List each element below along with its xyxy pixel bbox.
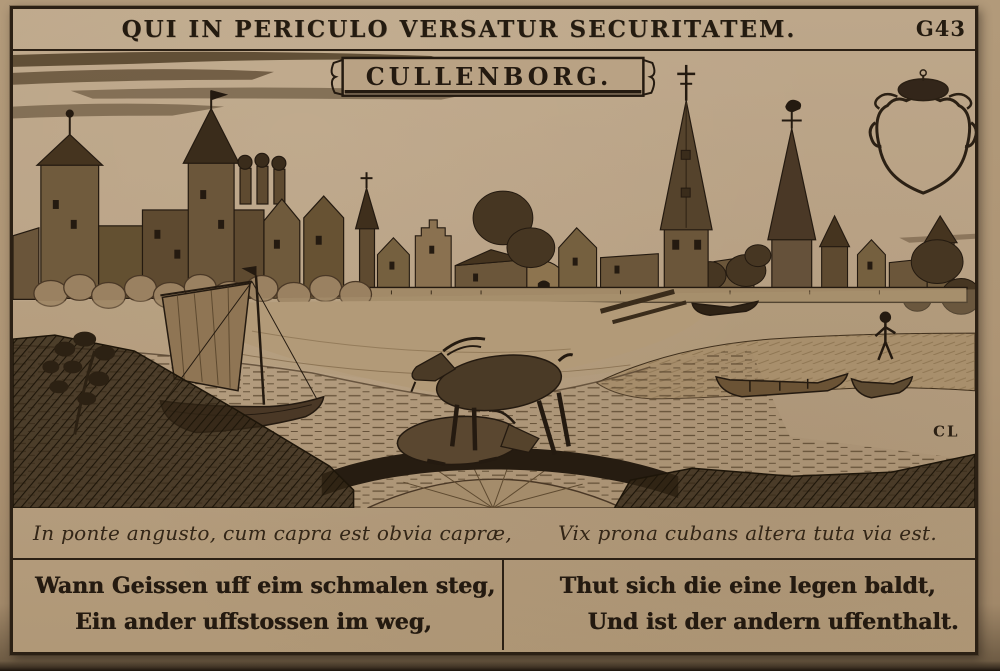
city-view-etching	[13, 51, 975, 508]
latin-caption-row	[13, 508, 975, 558]
title-band	[13, 9, 975, 51]
latin-caption-right: Vix prona cubans altera tuta via est.	[558, 521, 937, 545]
german-right-line1: Thut sich die eine legen baldt,	[559, 573, 936, 599]
engraved-print	[10, 6, 978, 655]
german-verse-right	[504, 560, 975, 650]
german-verse-row	[13, 558, 975, 650]
german-left-line2: Ein ander uffstossen im weg,	[75, 609, 432, 635]
german-left-line1: Wann Geissen uff eim schmalen steg,	[35, 573, 496, 599]
plate-number: G43	[915, 16, 966, 41]
latin-caption-left: In ponte angusto, cum capra est obvia capræ,	[33, 521, 512, 545]
german-verse-left	[13, 560, 504, 650]
engraver-monogram: CL	[933, 422, 960, 441]
latin-motto: QUI IN PERICULO VERSATUR SECURITATEM.	[121, 15, 797, 43]
german-right-line2: Und ist der andern uffenthalt.	[587, 609, 959, 635]
banner-title: CULLENBORG.	[365, 62, 613, 91]
town-name-banner	[332, 58, 655, 96]
